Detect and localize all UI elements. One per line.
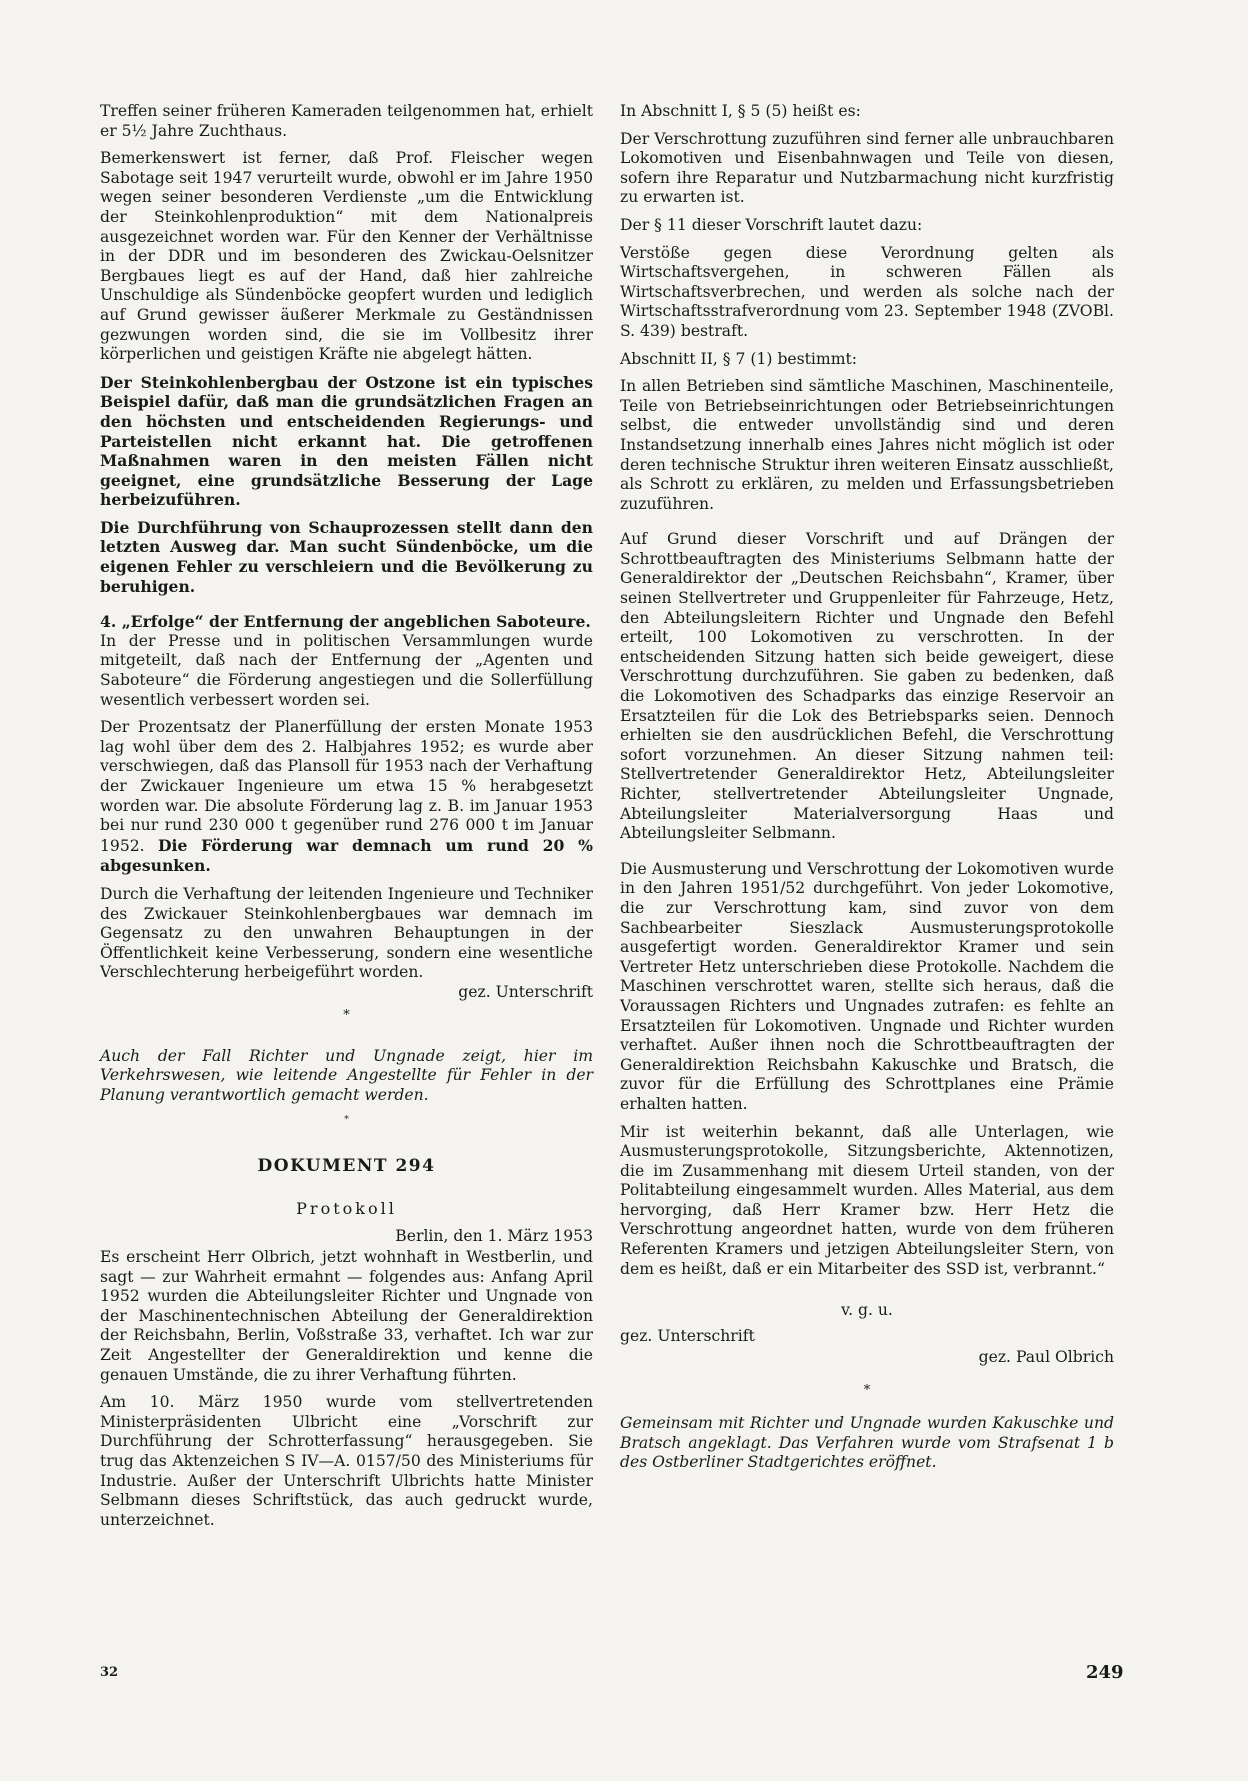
paragraph: Die Ausmusterung und Verschrottung der Lokomotiven wurde in den Jahren 1951/52 durchgeführt. Von jeder Lokomotive, die zur Verschrottung kam, sind zuvor von dem Sachbearbeiter Sieszlack Ausmusterungsprotokolle ausgefertigt worden. Generaldirektor Kramer und sein Vertreter Hetz unterschrieben diese Protokolle. Nachdem die Maschinen verschrottet waren, stellte sich heraus, daß die Voraussagen Richters und Ungnades zutrafen: es fehlte an Ersatzteilen für Lokomotiven. Ungnade und Richter wurden verhaftet. Außer ihnen noch die Schrottbeauftragten der Generaldirektion Reichsbahn Kakuschke und Bratsch, die zuvor für die Erfüllung des Schrottplanes eine Prämie erhalten hatten. — [620, 859, 1114, 1113]
quote-paragraph: In allen Betrieben sind sämtliche Maschinen, Maschinenteile, Teile von Betriebseinrichtungen oder Betriebseinrichtungen selbst, die entweder unvollständig sind und deren Instandsetzung innerhalb eines Jahres nicht möglich ist oder deren technische Struktur ihren weiteren Einsatz ausschließt, als Schrott zu erklären, zu melden und Erfassungsbetrieben zuzuführen. — [620, 377, 1114, 513]
footer-left-number: 32 — [100, 1665, 119, 1680]
signature: gez. Unterschrift — [458, 982, 593, 1001]
paragraph: Der § 11 dieser Vorschrift lautet dazu: — [620, 215, 923, 234]
dateline: Berlin, den 1. März 1953 — [395, 1226, 593, 1245]
paragraph: In Abschnitt I, § 5 (5) heißt es: — [620, 102, 861, 120]
right-column — [620, 102, 1114, 1473]
paragraph: In der Presse und in politischen Versammlungen wurde mitgeteilt, daß nach der Entfernung der „Agenten und Saboteure“ die Förderung angestiegen und die Sollerfüllung wesentlich verbessert worden sei. — [100, 631, 593, 709]
paragraph: Auf Grund dieser Vorschrift und auf Drängen der Schrottbeauftragten des Ministeriums Selbmann hatte der Generaldirektor der „Deutschen Reichsbahn“, Kramer, über seinen Stellvertreter und Gruppenleiter für Fahrzeuge, Hetz, den Abteilungsleitern Richter und Ungnade den Befehl erteilt, 100 Lokomotiven zu verschrotten. In der entscheidenden Sitzung hatten sich beide geweigert, diese Verschrottung durchzuführen. Sie gaben zu bedenken, daß die Lokomotiven des Schadparks das einzige Reservoir an Ersatzteilen für die Lok des Betriebsparks seien. Dennoch erhielten sie den ausdrücklichen Befehl, die Verschrottung sofort vorzunehmen. An dieser Sitzung nahmen teil: Stellvertretender Generaldirektor Hetz, Abteilungsleiter Richter, stellvertretender Abteilungsleiter Ungnade, Abteilungsleiter Materialversorgung Haas und Abteilungsleiter Selbmann. — [620, 530, 1114, 843]
quote-paragraph: Verstöße gegen diese Verordnung gelten als Wirtschaftsvergehen, in schweren Fällen als Wirtschaftsverbrechen, und werden als solche nach der Wirtschaftsstrafverordnung vom 23. September 1948 (ZVOBl. S. 439) bestraft. — [620, 243, 1114, 340]
paragraph: Bemerkenswert ist ferner, daß Prof. Fleischer wegen Sabotage seit 1947 verurteilt wurde, obwohl er im Jahre 1950 wegen seiner besonderen Verdienste „um die Entwicklung der Steinkohlenproduktion“ mit dem Nationalpreis ausgezeichnet worden war. Für den Kenner der Verhältnisse in der DDR und im besonderen des Zwickau-Oelsnitzer Bergbaues liegt es auf der Hand, daß hier zahlreiche Unschuldige als Sündenböcke geopfert wurden und lediglich auf Grund gewisser äußerer Merkmale zu Geständnissen gezwungen worden sind, die sie im Vollbesitz ihrer körperlichen und geistigen Kräfte nie abgelegt hätten. — [100, 149, 593, 364]
protokoll-title: Protokoll — [296, 1198, 397, 1218]
paragraph: Am 10. März 1950 wurde vom stellvertretenden Ministerpräsidenten Ulbricht eine „Vorschrift zur Durchführung der Schrotterfassung“ herausgegeben. Sie trug das Aktenzeichen S IV—A. 0157/50 des Ministeriums für Industrie. Außer der Unterschrift Ulbrichts hatte Minister Selbmann dieses Schriftstück, das auch gedruckt wurde, unterzeichnet. — [100, 1393, 593, 1529]
bold-paragraph: Der Steinkohlenbergbau der Ostzone ist ein typisches Beispiel dafür, daß man die grundsätzlichen Fragen an den höchsten und entscheidenden Regierungs- und Parteistellen nicht erkannt hat. Die getroffenen Maßnahmen waren in den meisten Fällen nicht geeignet, eine grundsätzliche Besserung der Lage herbeizuführen. — [100, 372, 593, 510]
paragraph: Durch die Verhaftung der leitenden Ingenieure und Techniker des Zwickauer Steinkohlenbergbaues war demnach im Gegensatz zu den unwahren Behauptungen in der Öffentlichkeit keine Verbesserung, sondern eine wesentliche Verschlechterung herbeigeführt worden. — [100, 884, 593, 982]
italic-comment: Auch der Fall Richter und Ungnade zeigt, hier im Verkehrswesen, wie leitende Angestellte für Fehler in der Planung verantwortlich gemacht werden. — [100, 1046, 593, 1104]
signature: gez. Paul Olbrich — [978, 1348, 1114, 1367]
separator-star: * — [863, 1383, 871, 1399]
paragraph: Es erscheint Herr Olbrich, jetzt wohnhaft in Westberlin, und sagt — zur Wahrheit ermahnt — folgendes aus: Anfang April 1952 wurden die Abteilungsleiter Richter und Ungnade von der Maschinentechnischen Abteilung der Generaldirektion der Reichsbahn, Berlin, Voßstraße 33, verhaftet. Ich war zur Zeit Angestellter der Generaldirektion und kenne die genauen Umstände, die zu ihrer Verhaftung führten. — [100, 1248, 593, 1384]
paragraph — [100, 718, 593, 877]
page-number: 249 — [1086, 1662, 1124, 1683]
bold-sentence: Die Förderung war demnach um rund 20 % abgesunken. — [100, 835, 593, 876]
paragraph: Treffen seiner früheren Kameraden teilgenommen hat, erhielt er 5½ Jahre Zuchthaus. — [100, 102, 593, 140]
separator-star: * — [343, 1007, 350, 1023]
paragraph: Mir ist weiterhin bekannt, daß alle Unterlagen, wie Ausmusterungsprotokolle, Sitzungsberichte, Aktennotizen, die im Zusammenhang mit diesem Urteil standen, von der Politabteilung eingesammelt wurden. Alles Material, aus dem hervorging, daß Herr Kramer bzw. Herr Hetz die Verschrottung angeordnet hatten, wurde von dem früheren Referenten Kramers und jetzigen Abteilungsleiter Stern, von dem es heißt, daß er ein Mitarbeiter des SSD ist, verbrannt.“ — [620, 1122, 1114, 1278]
signature: gez. Unterschrift — [620, 1326, 755, 1345]
left-column — [100, 102, 593, 1530]
bold-paragraph: Die Durchführung von Schauprozessen stellt dann den letzten Ausweg dar. Man sucht Sündenböcke, um die eigenen Fehler zu verschleiern und die Bevölkerung zu beruhigen. — [100, 517, 593, 596]
italic-comment: Gemeinsam mit Richter und Ungnade wurden Kakuschke und Bratsch angeklagt. Das Verfahren wurde vom Strafsenat 1 b des Ostberliner Stadtgerichtes eröffnet. — [620, 1414, 1114, 1472]
section-heading: 4. „Erfolge“ der Entfernung der angeblichen Saboteure. — [100, 612, 591, 632]
document-heading: DOKUMENT 294 — [257, 1156, 436, 1177]
vgu-mark: v. g. u. — [841, 1301, 893, 1320]
quote-paragraph: Der Verschrottung zuzuführen sind ferner alle unbrauchbaren Lokomotiven und Eisenbahnwagen und Teile von diesen, sofern ihre Reparatur und Nutzbarmachung nicht kurzfristig zu erwarten ist. — [620, 129, 1114, 207]
separator-mark: * — [344, 1115, 349, 1126]
paragraph: Abschnitt II, § 7 (1) bestimmt: — [620, 349, 858, 368]
paragraph-text: Der Prozentsatz der Planerfüllung der ersten Monate 1953 lag wohl über dem des 2. Halbjahres 1952; es wurde aber verschwiegen, daß das Plansoll für 1953 nach der Verhaftung der Zwickauer Ingenieure um etwa 15 % herabgesetzt worden war. Die absolute Förderung lag z. B. im Januar 1953 bei nur rund 230 000 t gegenüber rund 276 000 t im Januar 1952. — [100, 718, 593, 855]
